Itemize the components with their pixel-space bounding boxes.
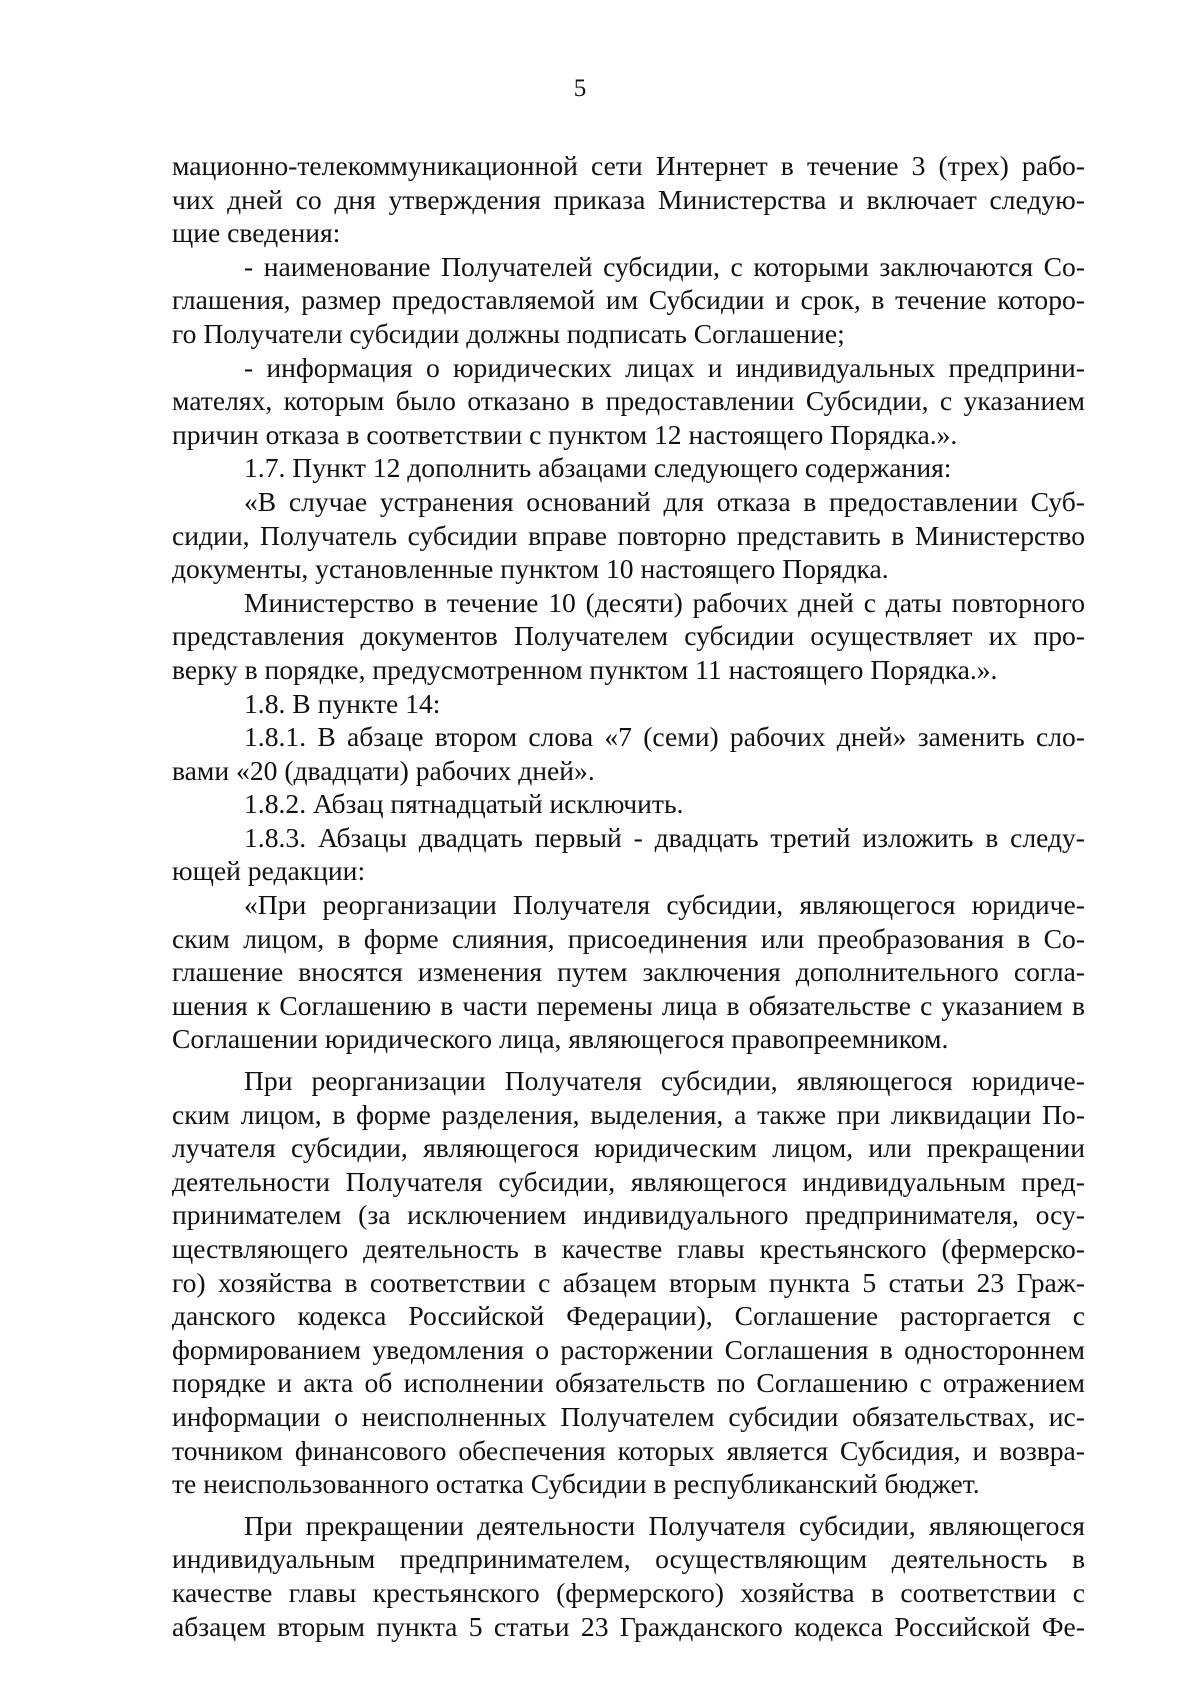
text-line: качестве главы крестьянского (фермерского) хозяйства в соответствии с (172, 1576, 1085, 1608)
paragraph (172, 485, 1085, 586)
text-line: Министерство в течение 10 (десяти) рабочих дней с даты повторного (244, 586, 1085, 618)
paragraph (172, 821, 1085, 888)
text-line: глашение вносятся изменения путем заключения дополнительного согла- (172, 956, 1085, 988)
text-line: щие сведения: (172, 217, 341, 249)
paragraph (172, 720, 1085, 787)
text-line: информации о неисполненных Получателем субсидии обязательствах, ис- (172, 1400, 1085, 1432)
text-line: формированием уведомления о расторжении Соглашения в одностороннем (172, 1333, 1085, 1365)
text-line: - информация о юридических лицах и индивидуальных предприни- (244, 351, 1085, 383)
text-line: При прекращении деятельности Получателя субсидии, являющегося (244, 1509, 1085, 1541)
text-line: го Получатели субсидии должны подписать Соглашение; (172, 317, 845, 349)
text-line: абзацем вторым пункта 5 статьи 23 Гражданского кодекса Российской Фе- (172, 1610, 1085, 1642)
text-line: 1.7. Пункт 12 дополнить абзацами следующего содержания: (244, 452, 952, 484)
text-line: мателях, которым было отказано в предоставлении Субсидии, с указанием (172, 385, 1085, 417)
text-line: «При реорганизации Получателя субсидии, являющегося юридиче- (244, 889, 1085, 921)
text-line: чих дней со дня утверждения приказа Министерства и включает следую- (172, 183, 1085, 215)
text-line: 1.8. В пункте 14: (244, 687, 441, 719)
text-line: Соглашении юридического лица, являющегося правопреемником. (172, 1023, 949, 1055)
text-line: сидии, Получатель субсидии вправе повторно представить в Министерство (172, 519, 1085, 551)
text-line: вами «20 (двадцати) рабочих дней». (172, 754, 595, 786)
paragraph-spacer (172, 1501, 1085, 1509)
paragraph (172, 687, 1085, 721)
text-line: деятельности Получателя субсидии, являющегося индивидуальным пред- (172, 1165, 1085, 1197)
page-number: 5 (573, 75, 587, 102)
paragraph (172, 351, 1085, 452)
paragraph (172, 451, 1085, 485)
text-line: ществляющего деятельность в качестве главы крестьянского (фермерско- (172, 1233, 1085, 1264)
text-line: 1.8.2. Абзац пятнадцатый исключить. (244, 788, 684, 820)
text-line: документы, установленные пунктом 10 настоящего Порядка. (172, 553, 889, 585)
text-line: индивидуальным предпринимателем, осуществляющим деятельность в (172, 1543, 1085, 1575)
text-line: ским лицом, в форме слияния, присоединения или преобразования в Со- (172, 922, 1085, 954)
text-line: порядке и акта об исполнении обязательств по Соглашению с отражением (172, 1367, 1085, 1399)
document-body (172, 149, 1085, 1643)
text-line: 1.8.3. Абзацы двадцать первый - двадцать третий изложить в следу- (244, 821, 1085, 853)
paragraph (172, 586, 1085, 687)
text-line: те неиспользованного остатка Субсидии в республиканский бюджет. (172, 1468, 980, 1500)
paragraph (172, 1064, 1085, 1501)
text-line: 1.8.1. В абзаце втором слова «7 (семи) рабочих дней» заменить сло- (244, 721, 1085, 753)
text-line: принимателем (за исключением индивидуального предпринимателя, осу- (172, 1199, 1085, 1231)
text-line: го) хозяйства в соответствии с абзацем вторым пункта 5 статьи 23 Граж- (172, 1266, 1085, 1298)
text-line: представления документов Получателем субсидии осуществляет их про- (172, 620, 1085, 652)
text-line: мационно-телекоммуникационной сети Интернет в течение 3 (трех) рабо- (172, 150, 1085, 181)
paragraph (172, 1509, 1085, 1643)
text-line: ющей редакции: (172, 855, 366, 887)
text-line: шения к Соглашению в части перемены лица в обязательстве с указанием в (172, 989, 1085, 1021)
text-line: причин отказа в соответствии с пунктом 12 настоящего Порядка.». (172, 418, 958, 450)
text-line: лучателя субсидии, являющегося юридическим лицом, или прекращении (172, 1132, 1085, 1164)
text-line: данского кодекса Российской Федерации), Соглашение расторгается с (172, 1300, 1085, 1332)
text-line: «В случае устранения оснований для отказа в предоставлении Суб- (244, 485, 1085, 517)
paragraph (172, 149, 1085, 250)
text-line: - наименование Получателей субсидии, с которыми заключаются Со- (244, 250, 1085, 282)
text-line: верку в порядке, предусмотренном пунктом 11 настоящего Порядка.». (172, 653, 998, 685)
text-line: При реорганизации Получателя субсидии, являющегося юридиче- (244, 1065, 1085, 1097)
text-line: точником финансового обеспечения которых является Субсидия, и возвра- (172, 1434, 1085, 1466)
paragraph (172, 888, 1085, 1056)
paragraph (172, 250, 1085, 351)
paragraph-spacer (172, 1056, 1085, 1064)
text-line: ским лицом, в форме разделения, выделения, а также при ликвидации По- (172, 1098, 1085, 1130)
paragraph (172, 787, 1085, 821)
text-line: глашения, размер предоставляемой им Субсидии и срок, в течение которо- (172, 284, 1085, 316)
